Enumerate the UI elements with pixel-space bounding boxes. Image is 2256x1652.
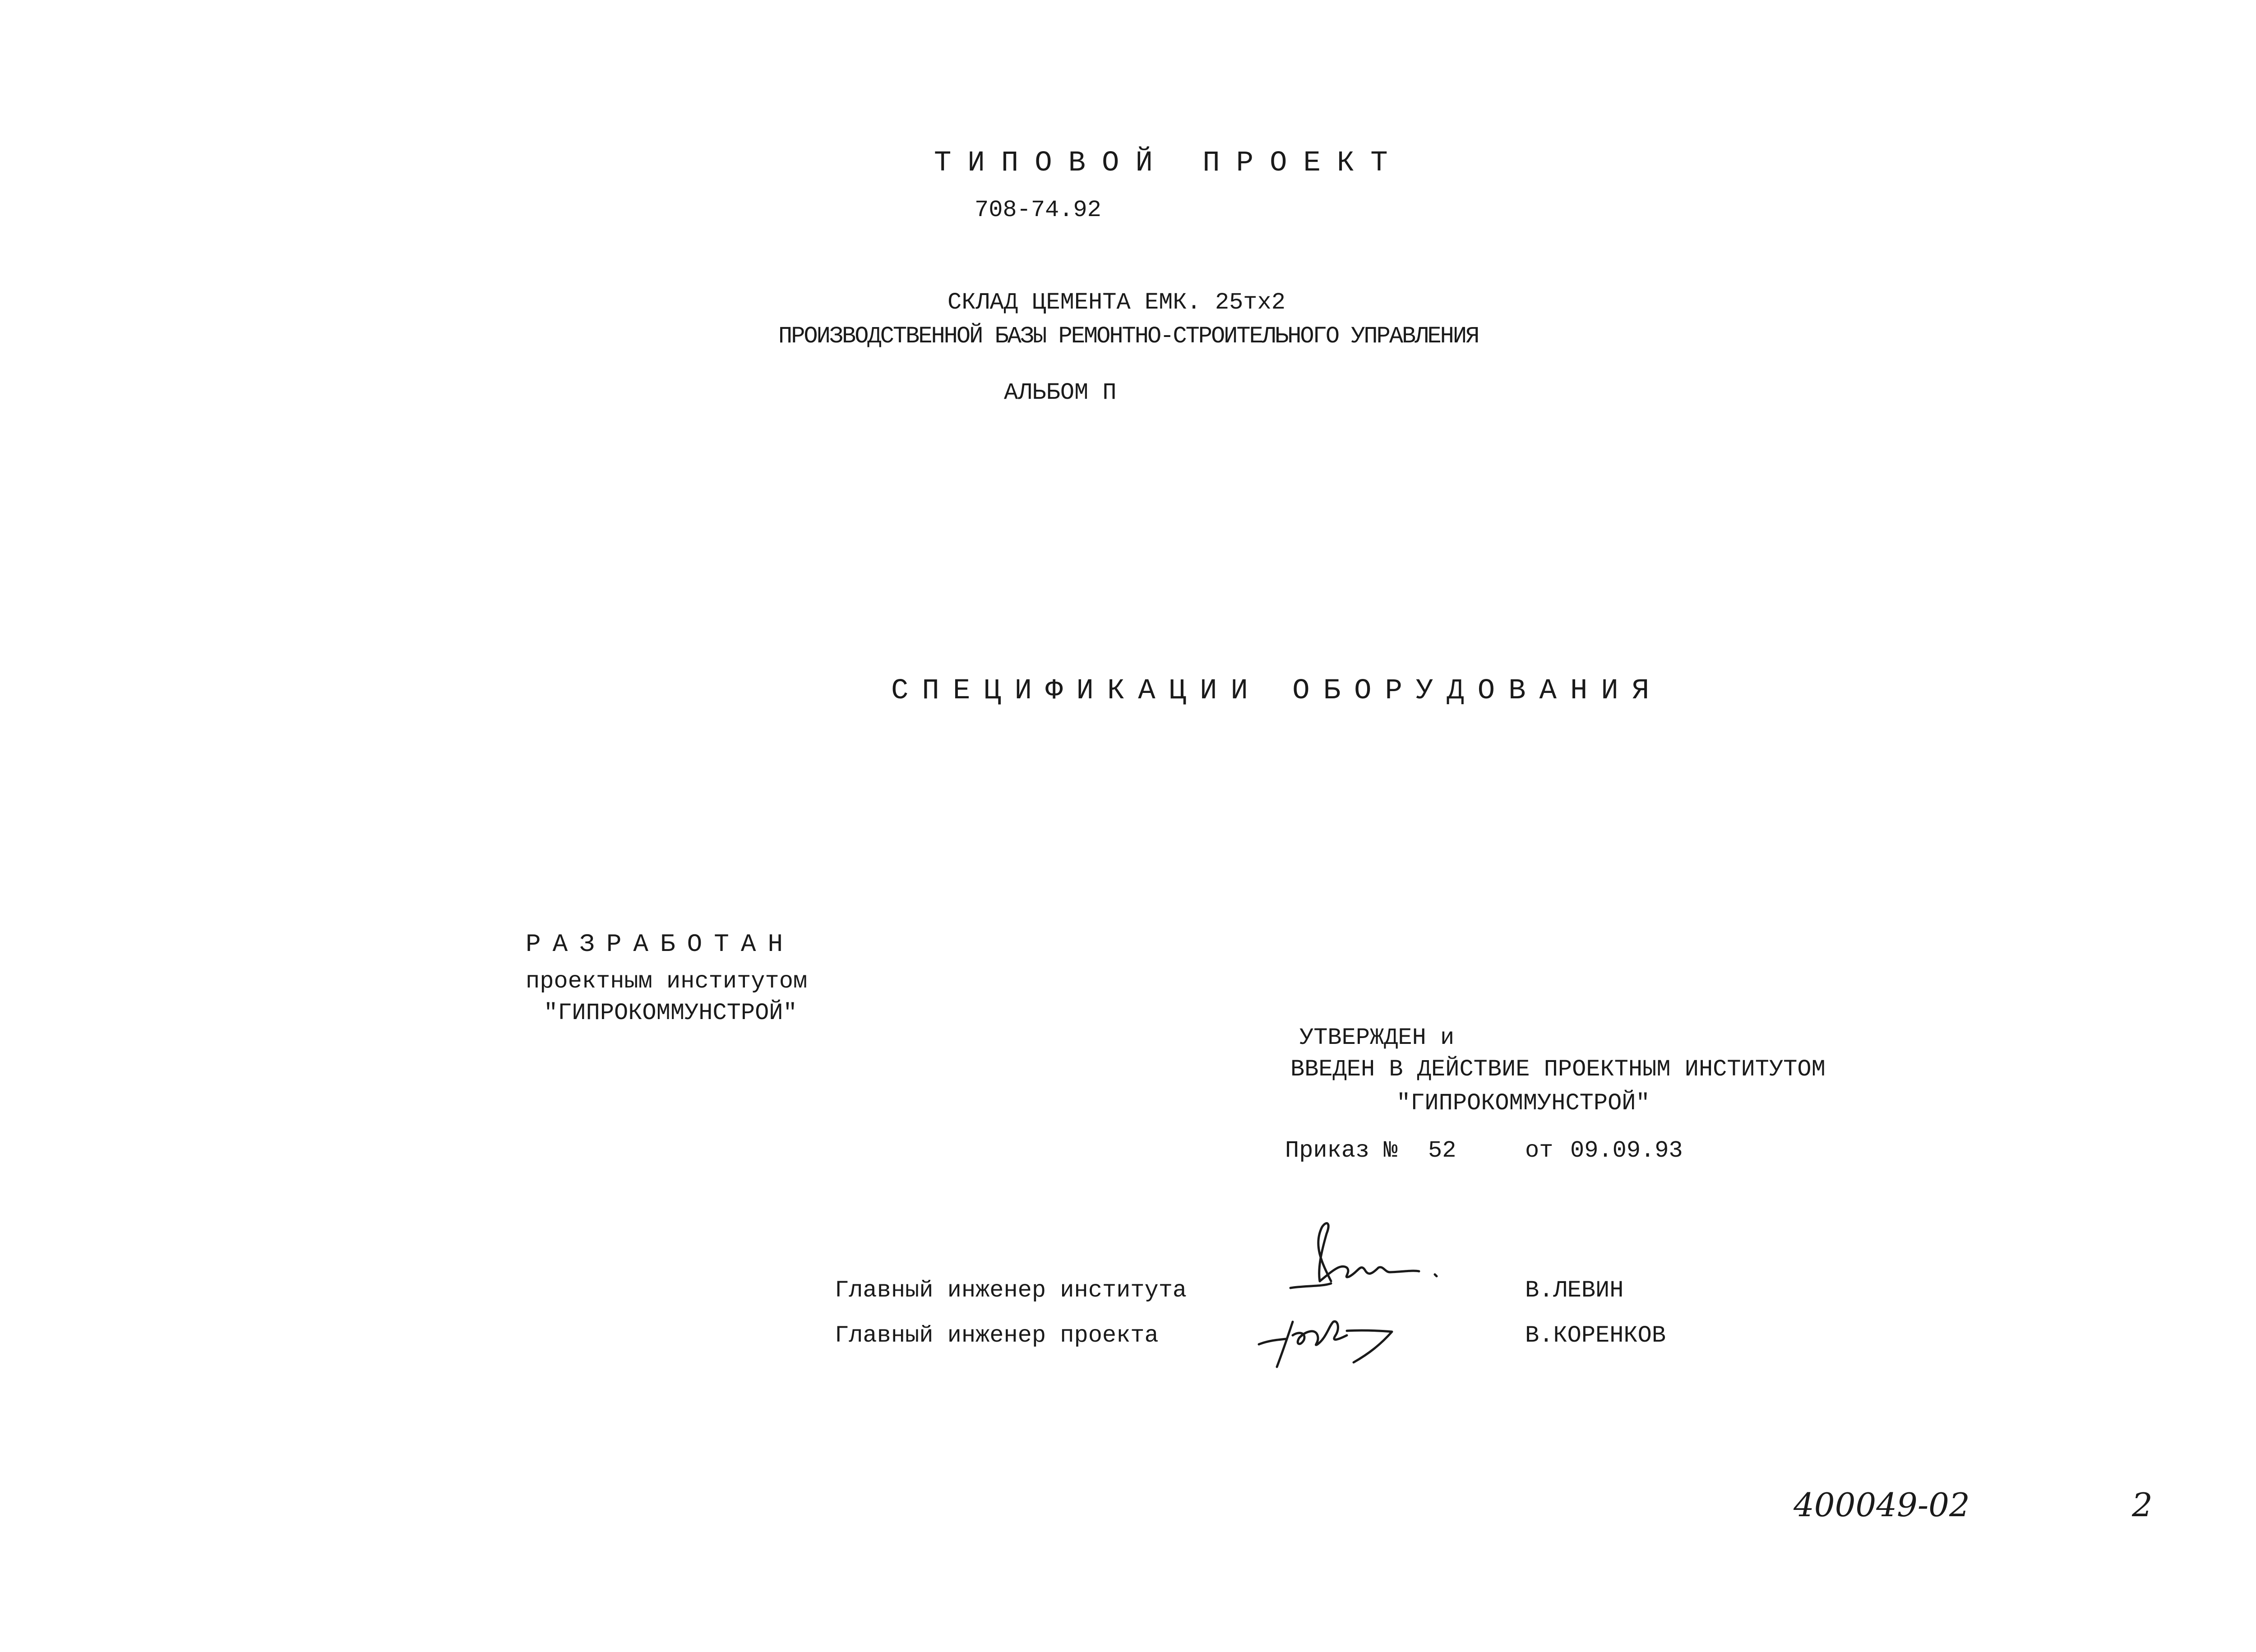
project-subject-line2: ПРОИЗВОДСТВЕННОЙ БАЗЫ РЕМОНТНО-СТРОИТЕЛЬНОГО УПРАВЛЕНИЯ <box>778 323 1479 350</box>
approved-line2: ВВЕДЕН В ДЕЙСТВИЕ ПРОЕКТНЫМ ИНСТИТУТОМ <box>1290 1056 1826 1083</box>
approved-line1: УТВЕРЖДЕН и <box>1299 1024 1455 1051</box>
order-date-value: 09.09.93 <box>1570 1137 1683 1164</box>
signatory-role-1: Главный инженер института <box>835 1277 1187 1304</box>
developed-by-line: проектным институтом <box>526 968 808 995</box>
signature-korenkov-icon <box>1250 1304 1421 1376</box>
developed-label: РАЗРАБОТАН <box>526 930 795 959</box>
signature-levin-icon <box>1263 1209 1453 1299</box>
album-label: АЛЬБОМ П <box>1004 379 1117 406</box>
order-number: 52 <box>1428 1137 1456 1164</box>
approved-institute: "ГИПРОКОММУНСТРОЙ" <box>1396 1090 1650 1117</box>
order-label: Приказ № <box>1285 1137 1398 1164</box>
document-code: 400049-02 <box>1794 1486 1970 1524</box>
project-subject-line1: СКЛАД ЦЕМЕНТА ЕМК. 25тх2 <box>948 289 1285 316</box>
order-date-label: от <box>1525 1137 1553 1164</box>
project-type-label: ТИПОВОЙ ПРОЕКТ <box>934 147 1404 180</box>
section-title: СПЕЦИФИКАЦИИ ОБОРУДОВАНИЯ <box>891 675 1663 707</box>
signatory-name-1: В.ЛЕВИН <box>1525 1277 1624 1304</box>
project-number: 708-74.92 <box>975 197 1101 223</box>
signatory-role-2: Главный инженер проекта <box>835 1322 1159 1349</box>
page-number: 2 <box>2132 1486 2153 1524</box>
signatory-name-2: В.КОРЕНКОВ <box>1525 1322 1666 1349</box>
developed-institute: "ГИПРОКОММУНСТРОЙ" <box>544 1000 797 1026</box>
